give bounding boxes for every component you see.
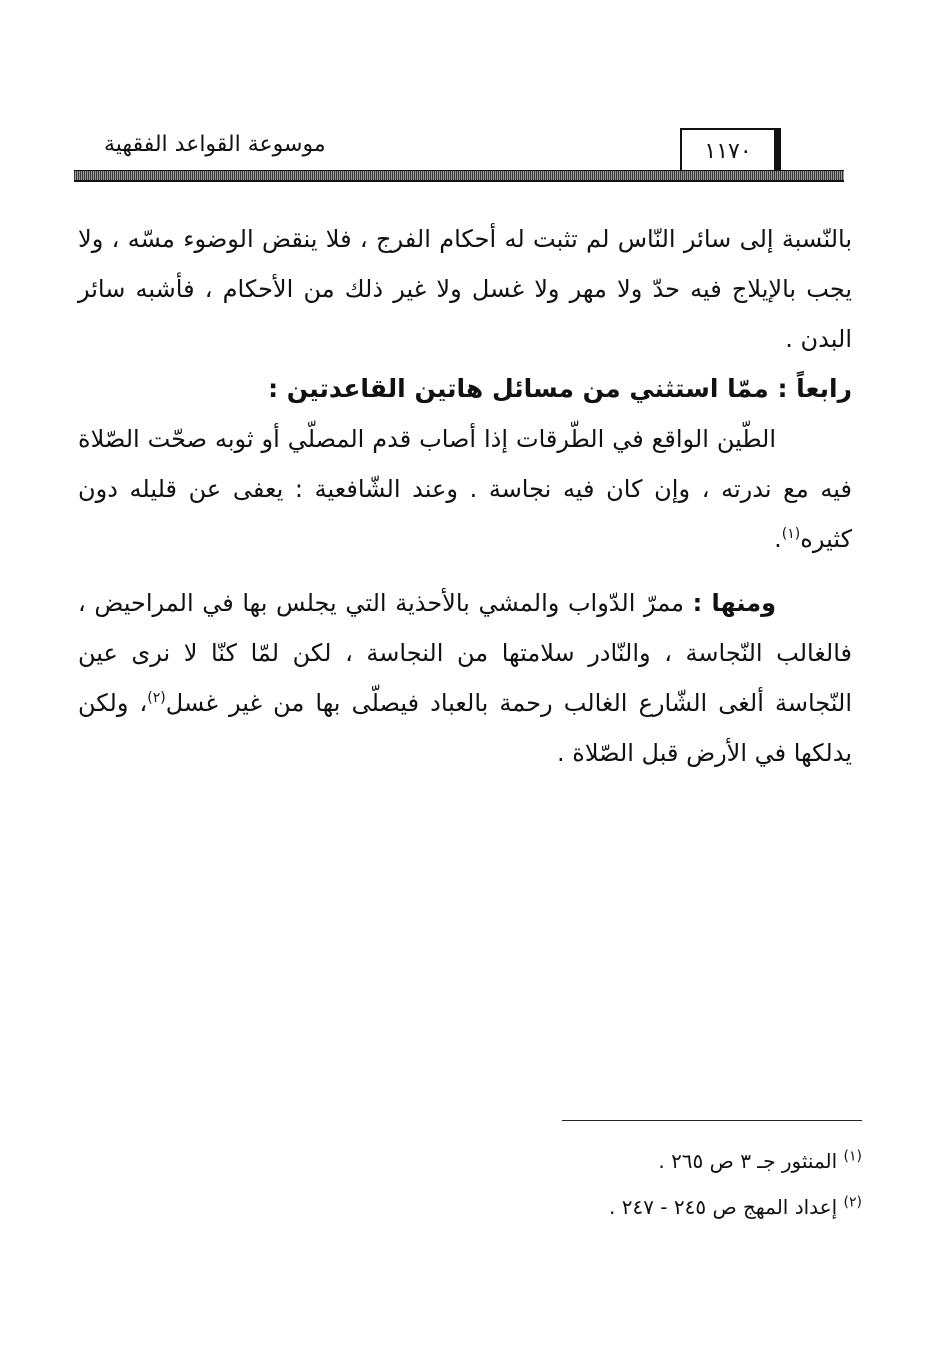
- footnote-1-text: المنثور جـ ٣ ص ٢٦٥ .: [658, 1149, 838, 1173]
- section-heading: [78, 364, 852, 414]
- footnote-1: [400, 1138, 862, 1184]
- paragraph-2: [78, 414, 852, 564]
- paragraph-3-text: ممرّ الدّواب والمشي بالأحذية التي يجلس بها في المراحيض ، فالغالب النّجاسة ، والنّادر سلامتها من النجاسة ، لكن لمّا كنّا لا نرى عين النّجاسة ألغى الشّارع الغالب رحمة بالعباد فيصلّى بها من غير غسل: [78, 589, 852, 717]
- main-text: [78, 214, 852, 778]
- footnote-ref-1[interactable]: (١): [781, 526, 801, 542]
- paragraph-2-end: .: [774, 525, 782, 553]
- footnote-2-marker: (٢): [843, 1194, 862, 1211]
- footnote-2-text: إعداد المهج ص ٢٤٥ - ٢٤٧ .: [609, 1195, 838, 1219]
- footnote-ref-2[interactable]: (٢): [147, 690, 166, 706]
- paragraph-3-lead: ومنها :: [692, 589, 776, 617]
- page-header: [74, 118, 844, 188]
- footnote-1-marker: (١): [843, 1148, 862, 1165]
- paragraph-2-text: الطّين الواقع في الطّرقات إذا أصاب قدم المصلّي أو ثوبه صحّت الصّلاة فيه مع ندرته ، وإن كان فيه نجاسة . وعند الشّافعية : يعفى عن قليله دون كثيره: [78, 425, 852, 553]
- paragraph-3: [78, 578, 852, 778]
- footnotes: [400, 1138, 862, 1230]
- paragraph-1-text: بالنّسبة إلى سائر النّاس لم تثبت له أحكام الفرج ، فلا ينقض الوضوء مسّه ، ولا يجب بالإيلاج فيه حدّ ولا مهر ولا غسل ولا غير ذلك من الأحكام ، فأشبه سائر البدن .: [78, 225, 852, 353]
- running-title: موسوعة القواعد الفقهية: [104, 132, 326, 157]
- footnote-separator: [562, 1120, 862, 1121]
- paragraph-3-end: ، ولكن يدلكها في الأرض قبل الصّلاة .: [78, 689, 852, 767]
- page-number: ١١٧٠: [680, 128, 776, 172]
- footnote-2: [400, 1184, 862, 1230]
- paragraph-1: [78, 214, 852, 364]
- section-heading-text: رابعاً : ممّا استثني من مسائل هاتين القاعدتين :: [268, 374, 852, 403]
- header-rule: [74, 170, 844, 182]
